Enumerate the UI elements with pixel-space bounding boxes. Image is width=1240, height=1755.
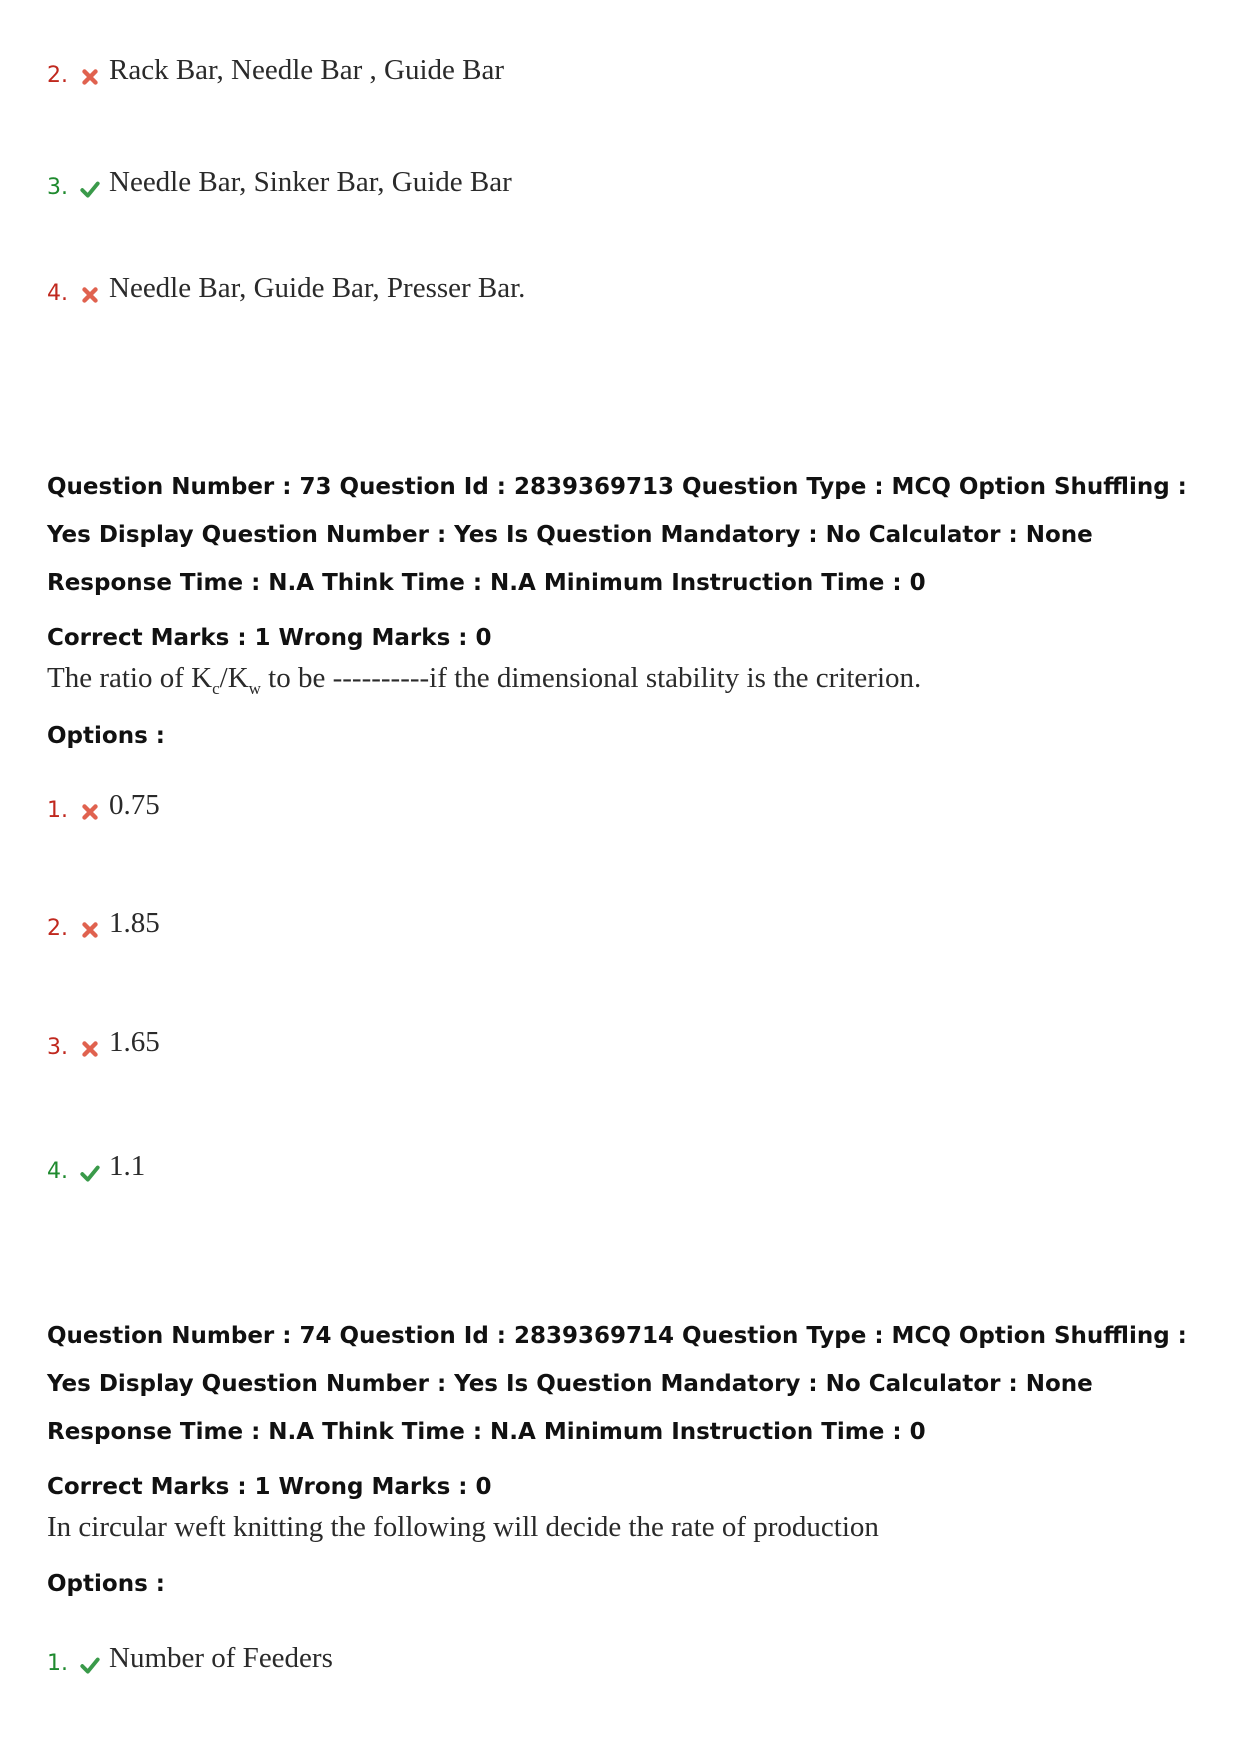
question-meta: Question Number : 73 Question Id : 2839369713 Question Type : MCQ Option Shuffling : Yes Display Question Number : Yes Is Question Mandatory : No Calculator : None Response Time : N.A Think Time : N.A Minimum Instruction Time : 0 xyxy=(47,474,1187,596)
options-label: Options : xyxy=(47,723,165,749)
option-text: 1.65 xyxy=(109,1026,160,1058)
cross-icon xyxy=(79,919,101,941)
check-icon xyxy=(79,178,101,200)
option-row xyxy=(47,901,160,941)
option-text: Needle Bar, Sinker Bar, Guide Bar xyxy=(109,166,512,198)
option-text: 1.1 xyxy=(109,1150,146,1182)
option-text: Number of Feeders xyxy=(109,1642,333,1674)
question-meta: Question Number : 74 Question Id : 2839369714 Question Type : MCQ Option Shuffling : Yes Display Question Number : Yes Is Question Mandatory : No Calculator : None Response Time : N.A Think Time : N.A Minimum Instruction Time : 0 xyxy=(47,1323,1187,1445)
options-label: Options : xyxy=(47,1571,165,1597)
question-marks: Correct Marks : 1 Wrong Marks : 0 xyxy=(47,1474,492,1500)
option-row xyxy=(47,266,525,306)
option-number: 1. xyxy=(47,798,68,823)
option-text: Rack Bar, Needle Bar , Guide Bar xyxy=(109,54,505,86)
option-row xyxy=(47,783,160,823)
option-number: 1. xyxy=(47,1651,68,1676)
option-row xyxy=(47,1636,333,1676)
option-number: 3. xyxy=(47,1035,68,1060)
option-text: Needle Bar, Guide Bar, Presser Bar. xyxy=(109,272,526,304)
question-marks: Correct Marks : 1 Wrong Marks : 0 xyxy=(47,625,492,651)
cross-icon xyxy=(79,284,101,306)
question-text-part: /K xyxy=(219,662,249,694)
option-text: 1.85 xyxy=(109,907,160,939)
option-number: 4. xyxy=(47,1159,68,1184)
question-text-part: to be ----------if the dimensional stability is the criterion. xyxy=(260,662,922,694)
check-icon xyxy=(79,1654,101,1676)
subscript-c: c xyxy=(212,678,220,698)
subscript-w: w xyxy=(248,678,261,698)
question-text-part: The ratio of K xyxy=(47,662,213,694)
check-icon xyxy=(79,1162,101,1184)
cross-icon xyxy=(79,1038,101,1060)
option-row xyxy=(47,48,504,88)
cross-icon xyxy=(79,66,101,88)
question-text xyxy=(47,662,921,699)
option-row xyxy=(47,160,512,200)
option-row xyxy=(47,1020,160,1060)
option-text: 0.75 xyxy=(109,789,160,821)
option-row xyxy=(47,1144,145,1184)
cross-icon xyxy=(79,801,101,823)
option-number: 4. xyxy=(47,281,68,306)
option-number: 2. xyxy=(47,916,68,941)
option-number: 3. xyxy=(47,175,68,200)
question-text: In circular weft knitting the following will decide the rate of production xyxy=(47,1511,879,1543)
option-number: 2. xyxy=(47,63,68,88)
